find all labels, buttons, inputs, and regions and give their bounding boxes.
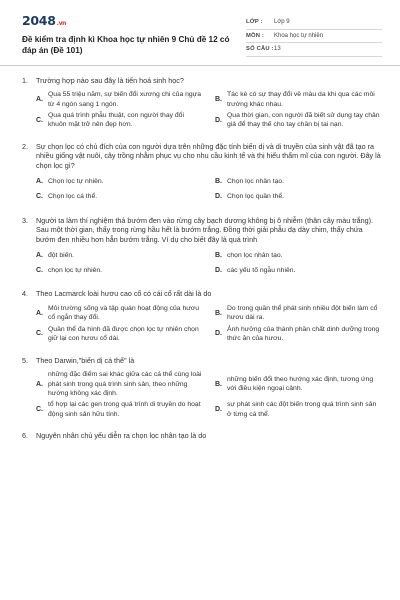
choice-d[interactable] xyxy=(215,325,382,344)
meta-label: MÔN : xyxy=(246,32,265,39)
question-4 xyxy=(22,289,382,345)
choice-text: Qua 55 triệu năm, sự biến đổi xương chi của ngựa từ 4 ngón sang 1 ngón. xyxy=(48,91,201,108)
question-stem xyxy=(22,289,382,299)
choice-letter: D. xyxy=(215,192,222,200)
question-5 xyxy=(22,356,382,422)
choice-a[interactable] xyxy=(36,304,203,323)
question-6 xyxy=(22,431,382,441)
meta-value: 13 xyxy=(274,46,281,53)
question-number: 4. xyxy=(22,289,28,299)
choice-text: Chọn lọc quần thể. xyxy=(227,192,285,200)
choice-list xyxy=(22,304,382,346)
question-number: 2. xyxy=(22,141,28,151)
meta-label: LỚP : xyxy=(246,19,263,26)
choice-a[interactable] xyxy=(36,249,203,261)
choice-list xyxy=(22,249,382,279)
question-text: Theo Darwin,"biến dị cá thể" là xyxy=(36,355,135,365)
choice-text: Do trong quần thể phát sinh nhiều đột biến làm cổ hươu dài ra. xyxy=(227,304,378,322)
meta-table xyxy=(246,16,382,57)
meta-row-subject xyxy=(246,30,382,44)
question-text: Trường hợp nào sau đây là tiến hoá sinh học? xyxy=(36,75,184,85)
choice-b[interactable] xyxy=(215,249,382,261)
meta-row-count xyxy=(246,43,382,57)
question-text: Sự chọn lọc có chủ đích của con người dựa trên những đặc tính biến dị và di truyền của sinh vật đã tạo ra nhiều giống vật nuôi, cây trồng nhằm phục vụ cho nhu cầu kinh tế và thị hiếu thẩm mĩ của con người. Đây là chọn lọc gì? xyxy=(36,141,381,170)
choice-letter: B. xyxy=(215,95,222,103)
choice-letter: D. xyxy=(215,266,222,274)
choice-c[interactable] xyxy=(36,191,203,203)
choice-text: Ảnh hưởng của thành phần chất dinh dưỡng trong thức ăn của hươu. xyxy=(227,325,380,343)
choice-letter: C. xyxy=(36,406,43,414)
logo-main: 2048 xyxy=(22,13,56,28)
choice-letter: A. xyxy=(36,95,43,103)
question-1 xyxy=(22,76,382,132)
choice-a[interactable] xyxy=(36,370,203,398)
choice-letter: C. xyxy=(36,192,43,200)
choice-letter: D. xyxy=(215,116,222,124)
choice-b[interactable] xyxy=(215,176,382,188)
question-stem xyxy=(22,76,382,86)
choice-text: đột biến. xyxy=(48,251,75,259)
choice-letter: B. xyxy=(215,177,222,185)
choice-text: Chọn lọc nhân tạo. xyxy=(227,177,285,185)
choice-list xyxy=(22,370,382,421)
choice-letter: D. xyxy=(215,406,222,414)
question-number: 3. xyxy=(22,215,28,225)
choice-text: những biến đổi theo hướng xác định, tương ứng với điều kiện ngoại cảnh. xyxy=(227,375,374,393)
choice-letter: C. xyxy=(36,330,43,338)
page-header xyxy=(22,14,382,57)
question-text: Người ta làm thí nghiệm thả bướm đen vào rừng cây bạch dương không bị ô nhiễm (thân cây màu trắng). Sau một thời gian, thấy trong rừng hầu hết là bướm trắng. Đồng thời giải phẫu dạ dày chim, thấy chứa bướm đen nhiều hơn hẳn bướm trắng. Ví dụ cho biết đây là quá trình xyxy=(36,215,374,244)
choice-letter: B. xyxy=(215,251,222,259)
choice-letter: B. xyxy=(215,309,222,317)
choice-list xyxy=(22,176,382,206)
doc-title: Đề kiểm tra định kì Khoa học tự nhiên 9 Chủ đề 12 có đáp án (Đề 101) xyxy=(22,35,230,55)
choice-letter: A. xyxy=(36,380,43,388)
choice-text: chọn lọc nhân tạo. xyxy=(227,251,283,259)
choice-letter: A. xyxy=(36,251,43,259)
question-text: Nguyên nhân chủ yếu diễn ra chọn lọc nhân tạo là do xyxy=(36,431,207,441)
question-2 xyxy=(22,142,382,206)
choice-d[interactable] xyxy=(215,191,382,203)
question-number: 1. xyxy=(22,75,28,85)
choice-list xyxy=(22,90,382,132)
meta-label: SỐ CÂU : xyxy=(246,46,274,53)
question-number: 5. xyxy=(22,355,28,365)
choice-text: Chọn lọc tự nhiên. xyxy=(48,177,104,185)
choice-letter: A. xyxy=(36,177,43,185)
choice-text: Môi trường sống và tập quán hoạt động của hươu cổ ngắn thay đổi. xyxy=(48,304,200,322)
choice-b[interactable] xyxy=(215,370,382,398)
question-number: 6. xyxy=(22,431,28,441)
choice-letter: B. xyxy=(215,380,222,388)
choice-letter: A. xyxy=(36,309,43,317)
choice-text: Tác kè có sự thay đổi về màu da khi qua các môi trường khác nhau. xyxy=(227,91,375,108)
choice-text: Quần thể đa hình đã được chọn lọc tự nhiên chọn giữ lại con hươu cổ dài. xyxy=(48,325,199,343)
choice-c[interactable] xyxy=(36,325,203,344)
choice-text: các yếu tố ngẫu nhiên. xyxy=(227,266,296,274)
choice-d[interactable] xyxy=(215,264,382,276)
logo-sub: .vn xyxy=(56,20,67,27)
choice-text: sự phát sinh các đột biến trong quá trình sinh sản ở từng cá thể. xyxy=(227,401,377,418)
choice-text: tổ hợp lại các gen trong quá trình di truyền do hoạt động sinh sản hữu tính. xyxy=(48,401,201,418)
choice-text: Qua quá trình phẫu thuật, con người thay đổi khuôn mặt trở nên đẹp hơn. xyxy=(48,111,184,129)
question-3 xyxy=(22,216,382,280)
choice-a[interactable] xyxy=(36,90,203,109)
choice-text: những đặc điểm sai khác giữa các cá thể cùng loài phát sinh trong quá trình sinh sản, theo những hướng không xác định. xyxy=(48,371,202,397)
question-stem xyxy=(22,356,382,366)
choice-b[interactable] xyxy=(215,90,382,109)
choice-c[interactable] xyxy=(36,400,203,419)
header-left xyxy=(22,14,244,56)
choice-text: chọn lọc tự nhiên. xyxy=(48,266,103,274)
question-stem xyxy=(22,431,382,441)
meta-value: Lớp 9 xyxy=(274,19,290,26)
choice-text: Qua thời gian, con người đã biết sử dụng tay chân giả để thay thế cho tay chân bị tai nạn. xyxy=(227,111,380,129)
choice-d[interactable] xyxy=(215,111,382,130)
choice-b[interactable] xyxy=(215,304,382,323)
question-stem xyxy=(22,142,382,171)
choice-c[interactable] xyxy=(36,264,203,276)
choice-a[interactable] xyxy=(36,176,203,188)
choice-text: Chọn lọc cá thể. xyxy=(48,192,98,200)
site-logo[interactable] xyxy=(22,14,244,30)
meta-value: Khoa học tự nhiên xyxy=(274,32,324,39)
question-text: Theo Lacmarck loài hươu cao cổ có cái cổ rất dài là do xyxy=(36,289,212,299)
meta-row-class xyxy=(246,16,382,30)
choice-letter: C. xyxy=(36,266,43,274)
header-divider xyxy=(0,65,400,66)
choice-letter: D. xyxy=(215,330,222,338)
choice-letter: C. xyxy=(36,116,43,124)
question-stem xyxy=(22,216,382,245)
choice-c[interactable] xyxy=(36,111,203,130)
choice-d[interactable] xyxy=(215,400,382,419)
